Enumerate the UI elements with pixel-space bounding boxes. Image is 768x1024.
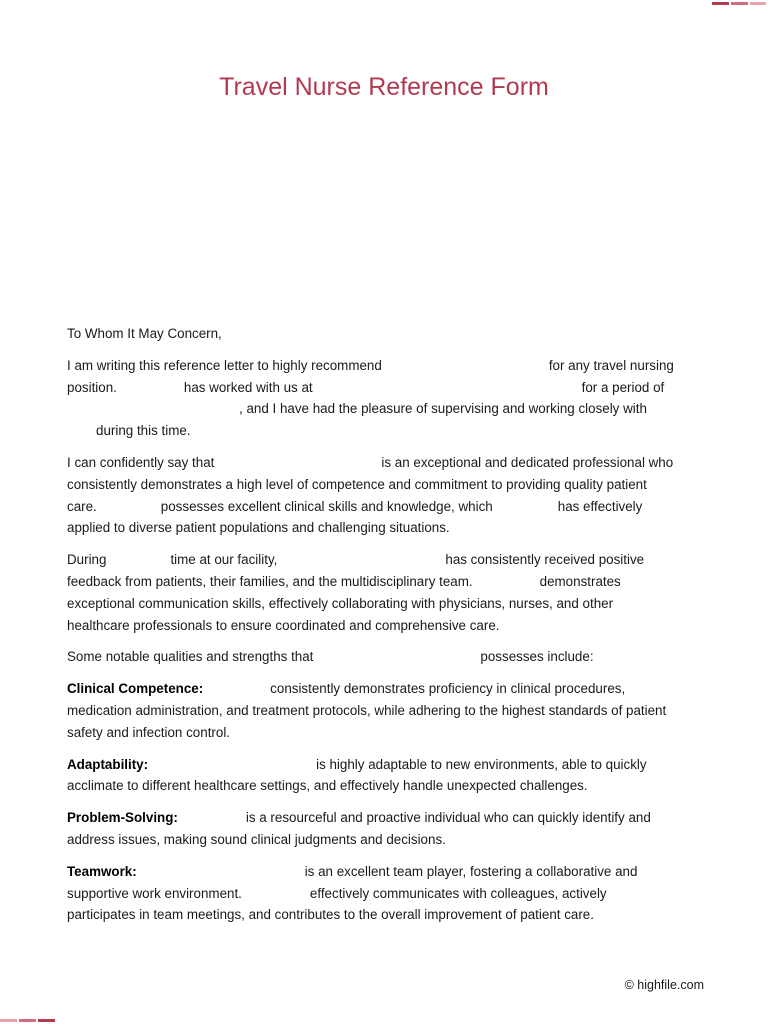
intro-paragraph: I am writing this reference letter to highly recommend for any travel nursing position. has worked with us at for a period of , and I have had the pleasure of supervising and working closely with during this time. [67,357,674,439]
document-title: Travel Nurse Reference Form [219,72,549,101]
problem-solving-item: Problem-Solving: is a resourceful and proactive individual who can quickly identify and address issues, making sound clinical judgments and decisions. [67,810,651,847]
competence-paragraph: I can confidently say that is an exceptional and dedicated professional who consistently demonstrates a high level of competence and commitment to providing quality patient care. possesses excellent clinical skills and knowledge, which has effectively applied to diverse patient populations and challenging situations. [67,454,674,536]
adaptability-label: Adaptability: [67,756,149,772]
teamwork-item: Teamwork: is an excellent team player, fostering a collaborative and supportive work environment. effectively communicates with colleagues, actively participates in team meetings, and contributes to the overall improvement of patient care. [67,863,638,923]
bottom-decor-bar-2 [19,1019,36,1022]
top-decor-bar-1 [712,2,729,5]
salutation: To Whom It May Concern, [67,326,222,341]
clinical-competence-label: Clinical Competence: [67,681,204,697]
problem-solving-label: Problem-Solving: [67,810,178,826]
teamwork-label: Teamwork: [67,863,137,879]
footer-copyright: © highfile.com [624,978,704,992]
top-decor-bar-3 [750,2,766,5]
clinical-competence-item: Clinical Competence: consistently demonstrates proficiency in clinical procedures, medication administration, and treatment protocols, while adhering to the highest standards of patient safety and infection control. [67,681,667,740]
qualities-intro: Some notable qualities and strengths that possesses include: [67,649,594,665]
feedback-paragraph: During time at our facility, has consistently received positive feedback from patients, their families, and the multidisciplinary team. demonstrates exceptional communication skills, effectively collaborating with physicians, nurses, and other healthcare professionals to ensure coordinated and comprehensive care. [67,552,645,633]
top-decor-bar-2 [731,2,748,5]
adaptability-item: Adaptability: is highly adaptable to new environments, able to quickly acclimate to different healthcare settings, and effectively handle unexpected challenges. [67,756,647,794]
letter-body [67,323,707,936]
bottom-decor-bar-3 [38,1019,55,1022]
bottom-decor-bar-1 [0,1019,17,1022]
